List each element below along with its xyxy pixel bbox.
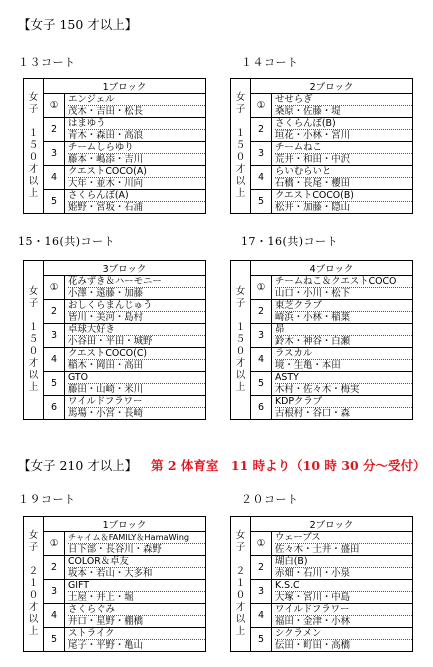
team-members: 青木・森田・高浪 <box>68 130 144 141</box>
team-members: 土屋・井上・堀 <box>68 592 134 603</box>
team-members: 大塚・宮川・中島 <box>275 592 351 603</box>
team-number: 2 <box>251 556 272 580</box>
team-cell <box>65 142 206 166</box>
team-row <box>231 556 413 580</box>
team-name: チャイム＆FAMILY＆HamaWing <box>68 532 205 544</box>
category-char: 才 <box>28 164 39 175</box>
team-number: 5 <box>44 372 65 396</box>
category-char: 才 <box>235 602 246 613</box>
team-members: 境・生亀・本田 <box>275 360 341 371</box>
team-name: シクラメン <box>275 628 412 640</box>
team-members: 松井・加藤・隠山 <box>275 202 351 213</box>
venue-time-note: 第 2 体育室 11 時より（10 時 30 分～受付） <box>151 458 426 473</box>
team-name: チームねこ <box>275 142 412 154</box>
category-cell <box>231 79 251 214</box>
block-table <box>23 78 206 214</box>
team-cell <box>65 580 206 604</box>
team-number: 4 <box>251 348 272 372</box>
team-members: 日下部・長谷川・森野 <box>68 544 162 555</box>
category-char: 子 <box>235 542 246 553</box>
team-cell <box>65 94 206 118</box>
category-char <box>231 310 250 322</box>
team-cell <box>65 276 206 300</box>
team-number: 4 <box>44 166 65 190</box>
team-name: KDPクラブ <box>275 396 412 408</box>
team-number: 5 <box>251 372 272 396</box>
team-members: 垣花・小林・宮川 <box>275 130 351 141</box>
team-number: 3 <box>251 142 272 166</box>
category-char: 女 <box>28 286 39 297</box>
court-label: １４コート <box>241 56 299 69</box>
team-number: 2 <box>44 118 65 142</box>
team-row <box>231 532 413 556</box>
team-number: 3 <box>251 324 272 348</box>
category-char: ２ <box>235 566 246 577</box>
team-number: ① <box>44 532 65 556</box>
category-char: 女 <box>235 286 246 297</box>
category-char: ０ <box>235 590 246 601</box>
team-name: ラスカル <box>275 348 412 360</box>
category-char <box>231 116 250 128</box>
team-cell <box>65 348 206 372</box>
category-char: 以 <box>235 176 246 187</box>
team-number: ① <box>251 94 272 118</box>
team-row <box>231 628 413 652</box>
category-char: ５ <box>28 140 39 151</box>
team-name: チームねこ＆クエストCOCO <box>275 276 412 288</box>
category-char: 上 <box>235 382 246 393</box>
team-name: クエストCOCO(C) <box>68 348 205 360</box>
team-cell <box>272 190 413 214</box>
category-cell <box>24 261 44 420</box>
team-name: 花みずき＆ハーモニー <box>68 276 205 288</box>
category-char: 子 <box>28 104 39 115</box>
team-members: 佐々木・土井・盛田 <box>275 544 360 555</box>
category-cell <box>231 261 251 420</box>
team-name: チームしらゆり <box>68 142 205 154</box>
court-label: ２０コート <box>241 493 299 506</box>
team-row <box>24 94 206 118</box>
team-cell <box>65 166 206 190</box>
court-label: １９コート <box>18 493 76 506</box>
team-name: 東芝クラブ <box>275 300 412 312</box>
team-row <box>24 142 206 166</box>
team-name: さくらんぼ(A) <box>68 190 205 202</box>
team-name: K.S.C <box>275 580 412 592</box>
team-members: 石橋・長尾・櫻田 <box>275 178 351 189</box>
team-name: クエストCOCO(A) <box>68 166 205 178</box>
category-char: 上 <box>28 626 39 637</box>
team-cell <box>272 532 413 556</box>
team-members: 藤田・山崎・米川 <box>68 384 144 395</box>
team-row <box>231 372 413 396</box>
team-row <box>231 396 413 420</box>
team-row <box>24 166 206 190</box>
team-name: エンジェル <box>68 94 205 106</box>
team-number: 2 <box>44 556 65 580</box>
court-label: 17・16(共)コート <box>241 235 339 248</box>
category-char: ０ <box>235 152 246 163</box>
block-header: 4ブロック <box>251 261 413 276</box>
team-name: COLOR＆卓友 <box>68 556 205 568</box>
team-row <box>231 604 413 628</box>
category-char: 女 <box>235 92 246 103</box>
category-char: ０ <box>235 346 246 357</box>
team-number: 6 <box>251 396 272 420</box>
team-members: 福田・金津・小林 <box>275 616 351 627</box>
team-number: 2 <box>251 118 272 142</box>
category-char: 才 <box>28 358 39 369</box>
category-char: 上 <box>28 382 39 393</box>
team-number: 3 <box>44 142 65 166</box>
team-name: ウェーブス <box>275 532 412 544</box>
team-name: GTO <box>68 372 205 384</box>
team-cell <box>65 604 206 628</box>
category-char: 以 <box>235 370 246 381</box>
team-cell <box>272 348 413 372</box>
team-number: 3 <box>251 580 272 604</box>
team-row <box>24 372 206 396</box>
section-title-150: 【女子 150 才以上】 <box>18 17 138 32</box>
team-number: 5 <box>44 628 65 652</box>
team-row <box>24 556 206 580</box>
team-row <box>24 276 206 300</box>
block-table <box>230 516 413 652</box>
team-cell <box>272 324 413 348</box>
category-char: 子 <box>235 298 246 309</box>
team-row <box>24 628 206 652</box>
category-char: １ <box>28 322 39 333</box>
team-cell <box>272 556 413 580</box>
team-row <box>24 300 206 324</box>
block-header: 3ブロック <box>44 261 206 276</box>
team-number: 5 <box>44 190 65 214</box>
team-cell <box>65 300 206 324</box>
team-members: 伝田・町田・高橋 <box>275 640 351 651</box>
category-char: 上 <box>28 188 39 199</box>
team-cell <box>65 324 206 348</box>
team-number: 2 <box>44 300 65 324</box>
team-members: 小谷田・平田・城野 <box>68 336 153 347</box>
team-cell <box>65 532 206 556</box>
category-char: 子 <box>235 104 246 115</box>
category-char <box>24 554 43 566</box>
category-char: 女 <box>28 92 39 103</box>
team-cell <box>272 276 413 300</box>
team-number: ① <box>251 276 272 300</box>
team-cell <box>65 628 206 652</box>
team-number: 4 <box>251 166 272 190</box>
team-name: 卓球大好き <box>68 324 205 336</box>
team-number: 3 <box>44 580 65 604</box>
team-cell <box>272 142 413 166</box>
block-table <box>23 516 206 652</box>
category-char <box>24 310 43 322</box>
team-members: 坂本・若山・大多和 <box>68 568 153 579</box>
team-row <box>24 348 206 372</box>
team-number: 6 <box>44 396 65 420</box>
category-char: ２ <box>28 566 39 577</box>
category-char: 以 <box>235 614 246 625</box>
team-name: さくらぐみ <box>68 604 205 616</box>
team-cell <box>65 118 206 142</box>
team-row <box>24 190 206 214</box>
category-char: １ <box>235 322 246 333</box>
team-number: ① <box>44 94 65 118</box>
category-cell <box>24 517 44 652</box>
team-members: 古根村・谷口・森 <box>275 408 351 419</box>
team-members: 姫野・宮坂・石浦 <box>68 202 144 213</box>
category-char: 女 <box>235 530 246 541</box>
category-char: 以 <box>28 370 39 381</box>
team-name: おしくらまんじゅう <box>68 300 205 312</box>
team-row <box>231 94 413 118</box>
team-members: 赤畑・石川・小泉 <box>275 568 351 579</box>
block-table <box>230 260 413 420</box>
team-row <box>231 300 413 324</box>
team-number: 3 <box>44 324 65 348</box>
category-char: ０ <box>28 152 39 163</box>
team-name: さくらんぼ(B) <box>275 118 412 130</box>
category-char: 以 <box>28 176 39 187</box>
category-char: １ <box>235 578 246 589</box>
section-title-210: 【女子 210 才以上】 <box>18 458 138 473</box>
team-members: 荒井・和田・中沢 <box>275 154 351 165</box>
team-cell <box>272 396 413 420</box>
team-members: 木村・佐々木・梅実 <box>275 384 360 395</box>
team-name: 昴 <box>275 324 412 336</box>
team-row <box>231 324 413 348</box>
category-char: 才 <box>28 602 39 613</box>
team-cell <box>272 94 413 118</box>
category-char: 上 <box>235 188 246 199</box>
team-number: 2 <box>251 300 272 324</box>
team-row <box>231 276 413 300</box>
team-row <box>24 604 206 628</box>
team-cell <box>272 628 413 652</box>
team-name: ASTY <box>275 372 412 384</box>
team-row <box>24 396 206 420</box>
team-members: 崎浜・小林・稲葉 <box>275 312 351 323</box>
team-name: 瑚白(B) <box>275 556 412 568</box>
team-number: 4 <box>44 604 65 628</box>
team-name: せせらぎ <box>275 94 412 106</box>
team-members: 尾子・平野・亀山 <box>68 640 144 651</box>
category-char: １ <box>28 128 39 139</box>
block-table <box>23 260 206 420</box>
team-cell <box>272 166 413 190</box>
team-members: 皆川・美河・島村 <box>68 312 144 323</box>
block-header: 2ブロック <box>251 79 413 94</box>
category-cell <box>231 517 251 652</box>
team-number: 5 <box>251 190 272 214</box>
category-char: ０ <box>28 346 39 357</box>
team-cell <box>65 556 206 580</box>
category-char: １ <box>235 128 246 139</box>
team-cell <box>272 118 413 142</box>
category-char: 上 <box>235 626 246 637</box>
block-table <box>230 78 413 214</box>
category-char: ５ <box>235 140 246 151</box>
team-name: クエストCOCO(B) <box>275 190 412 202</box>
block-header: 2ブロック <box>251 517 413 532</box>
team-row <box>231 580 413 604</box>
team-cell <box>272 300 413 324</box>
team-members: 馬場・小宮・長崎 <box>68 408 144 419</box>
category-char: 女 <box>28 530 39 541</box>
block-header: 1ブロック <box>44 517 206 532</box>
team-members: 桑原・佐藤・堤 <box>275 106 341 117</box>
team-row <box>231 142 413 166</box>
block-header: 1ブロック <box>44 79 206 94</box>
category-char: ０ <box>28 590 39 601</box>
team-members: 山口・小川・松下 <box>275 288 351 299</box>
team-members: 小澤・遠藤・加藤 <box>68 288 144 299</box>
category-char: 才 <box>235 164 246 175</box>
team-number: ① <box>251 532 272 556</box>
team-number: 5 <box>251 628 272 652</box>
court-label: 15・16(共)コート <box>18 235 116 248</box>
team-members: 大年・並木・川向 <box>68 178 144 189</box>
team-row <box>231 190 413 214</box>
team-cell <box>272 580 413 604</box>
team-row <box>231 348 413 372</box>
category-char: 子 <box>28 298 39 309</box>
team-row <box>24 580 206 604</box>
team-name: ワイルドフラワー <box>275 604 412 616</box>
category-char <box>231 554 250 566</box>
team-members: 稲木・岡田・高田 <box>68 360 144 371</box>
court-label: １３コート <box>18 56 76 69</box>
team-row <box>24 324 206 348</box>
category-char: ５ <box>28 334 39 345</box>
team-members: 鈴木・神谷・白瀬 <box>275 336 351 347</box>
team-members: 藤本・嶋添・吉川 <box>68 154 144 165</box>
category-char: 子 <box>28 542 39 553</box>
team-number: ① <box>44 276 65 300</box>
team-name: ワイルドフラワー <box>68 396 205 408</box>
team-row <box>231 166 413 190</box>
category-char: 以 <box>28 614 39 625</box>
team-cell <box>65 190 206 214</box>
team-number: 4 <box>44 348 65 372</box>
team-number: 4 <box>251 604 272 628</box>
team-name: GIFT <box>68 580 205 592</box>
team-name: ストライク <box>68 628 205 640</box>
category-char <box>24 116 43 128</box>
team-name: らいむらいと <box>275 166 412 178</box>
team-row <box>24 118 206 142</box>
team-cell <box>65 372 206 396</box>
team-cell <box>272 372 413 396</box>
team-cell <box>272 604 413 628</box>
category-char: １ <box>28 578 39 589</box>
category-char: 才 <box>235 358 246 369</box>
team-row <box>231 118 413 142</box>
team-row <box>24 532 206 556</box>
team-name: はまゆう <box>68 118 205 130</box>
category-char: ５ <box>235 334 246 345</box>
team-cell <box>65 396 206 420</box>
team-members: 井口・星野・棚橋 <box>68 616 144 627</box>
team-members: 茂木・吉田・松長 <box>68 106 144 117</box>
category-cell <box>24 79 44 214</box>
